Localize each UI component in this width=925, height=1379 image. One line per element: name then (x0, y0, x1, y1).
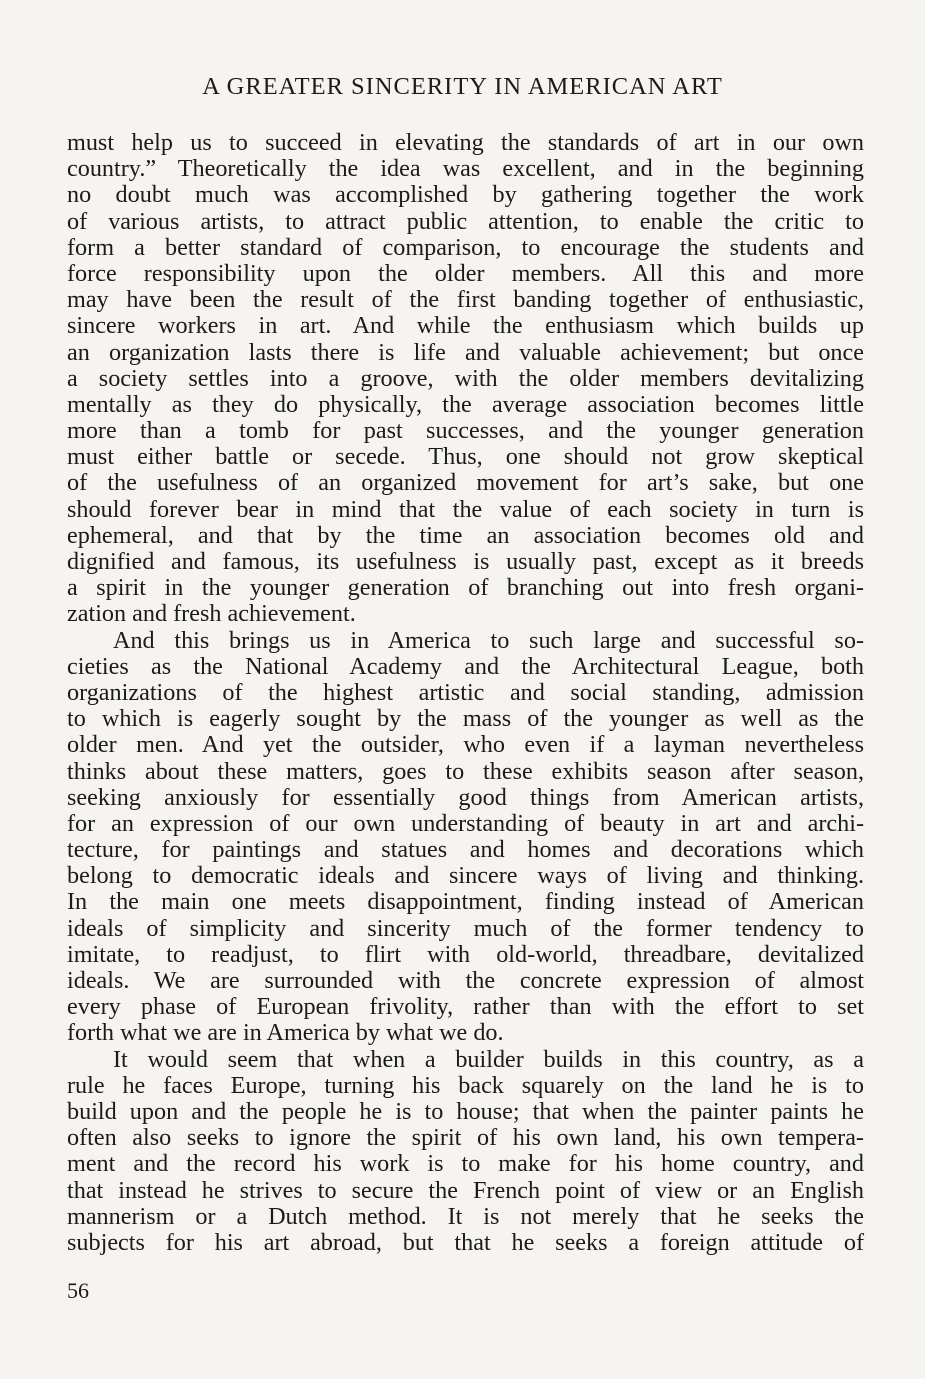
text-line: country.” Theoretically the idea was excellent, and in the beginning (67, 155, 864, 183)
text-line: form a better standard of comparison, to encourage the students and (67, 233, 864, 261)
text-line: ment and the record his work is to make for his home country, and (67, 1150, 864, 1178)
text-line: a spirit in the younger generation of branching out into fresh organi- (67, 574, 864, 602)
text-line: often also seeks to ignore the spirit of his own land, his own tempera- (67, 1124, 864, 1152)
text-line: must either battle or secede. Thus, one should not grow skeptical (67, 443, 864, 471)
text-line: cieties as the National Academy and the Architectural League, both (67, 652, 864, 680)
text-line: every phase of European frivolity, rather than with the effort to set (67, 993, 864, 1021)
text-line: that instead he strives to secure the French point of view or an English (67, 1176, 864, 1204)
text-line: ideals of simplicity and sincerity much of the former tendency to (67, 914, 864, 942)
text-line: imitate, to readjust, to flirt with old-world, threadbare, devitalized (67, 940, 864, 968)
text-line: force responsibility upon the older members. All this and more (67, 259, 864, 287)
text-line: must help us to succeed in elevating the standards of art in our own (67, 129, 864, 156)
text-line: mannerism or a Dutch method. It is not merely that he seeks the (67, 1202, 864, 1230)
text-line: zation and fresh achievement. (67, 600, 356, 628)
text-line: organizations of the highest artistic and social standing, admission (67, 678, 864, 706)
text-line: more than a tomb for past successes, and the younger generation (67, 417, 864, 445)
text-line: no doubt much was accomplished by gathering together the work (67, 181, 864, 209)
text-line: may have been the result of the first banding together of enthusiastic, (67, 286, 864, 314)
text-line: to which is eagerly sought by the mass of the younger as well as the (67, 705, 864, 733)
text-line: for an expression of our own understanding of beauty in art and archi- (67, 809, 864, 837)
text-line: subjects for his art abroad, but that he seeks a foreign attitude of (67, 1228, 864, 1256)
text-line: sincere workers in art. And while the enthusiasm which builds up (67, 312, 864, 340)
text-line: belong to democratic ideals and sincere ways of living and thinking. (67, 862, 864, 890)
text-line: seeking anxiously for essentially good things from American artists, (67, 783, 864, 811)
text-line: mentally as they do physically, the average association becomes little (67, 390, 864, 418)
text-line: tecture, for paintings and statues and homes and decorations which (67, 836, 864, 864)
text-line: a society settles into a groove, with the older members devitalizing (67, 364, 864, 392)
text-line: forth what we are in America by what we do. (67, 1019, 504, 1047)
text-line: ideals. We are surrounded with the concrete expression of almost (67, 967, 864, 994)
running-head: A GREATER SINCERITY IN AMERICAN ART (202, 73, 723, 100)
body-text (67, 130, 864, 1256)
text-line: should forever bear in mind that the value of each society in turn is (67, 495, 864, 523)
text-line: dignified and famous, its usefulness is usually past, except as it breeds (67, 548, 864, 575)
text-line: older men. And yet the outsider, who even if a layman nevertheless (67, 731, 864, 759)
text-line: rule he faces Europe, turning his back squarely on the land he is to (67, 1071, 864, 1099)
text-line: an organization lasts there is life and valuable achievement; but once (67, 338, 864, 366)
text-line: It would seem that when a builder builds in this country, as a (113, 1045, 864, 1073)
text-line: In the main one meets disappointment, finding instead of American (67, 888, 864, 916)
text-line: And this brings us in America to such large and successful so- (113, 626, 864, 654)
page-number: 56 (67, 1278, 89, 1303)
text-line: of various artists, to attract public attention, to enable the critic to (67, 207, 864, 235)
text-line: ephemeral, and that by the time an association becomes old and (67, 521, 864, 549)
text-line: of the usefulness of an organized movement for art’s sake, but one (67, 469, 864, 497)
text-line: thinks about these matters, goes to these exhibits season after season, (67, 757, 864, 785)
text-line: build upon and the people he is to house; that when the painter paints he (67, 1097, 864, 1125)
